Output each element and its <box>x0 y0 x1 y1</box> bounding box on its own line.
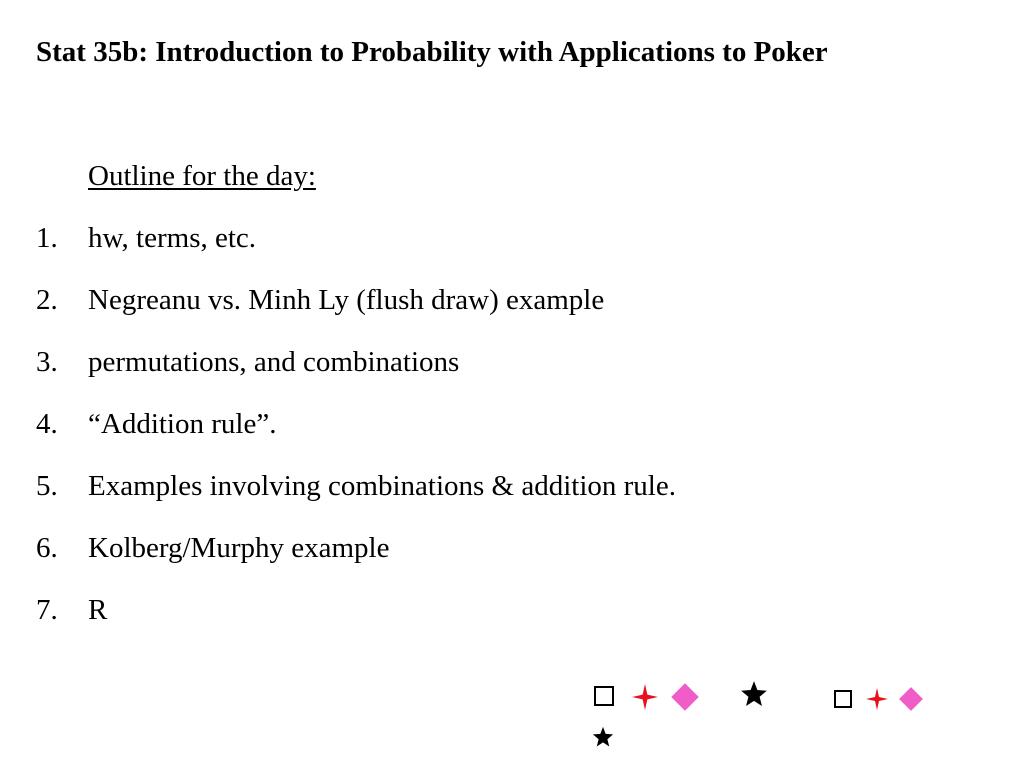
list-item-number: 6. <box>36 532 58 564</box>
four-point-star-icon <box>866 688 888 710</box>
outline-heading: Outline for the day: <box>88 160 316 192</box>
list-item-text: Negreanu vs. Minh Ly (flush draw) example <box>88 284 605 316</box>
list-item-text: Examples involving combinations & addition rule. <box>88 470 676 502</box>
list-item-number: 5. <box>36 470 58 502</box>
four-point-star-icon <box>632 684 658 710</box>
list-item-number: 3. <box>36 346 58 378</box>
square-outline-icon <box>594 686 614 706</box>
list-item-text: hw, terms, etc. <box>88 222 257 254</box>
list-item-text: “Addition rule”. <box>88 408 277 440</box>
diamond-icon <box>670 682 700 712</box>
star-icon <box>740 680 768 708</box>
list-item-text: R <box>88 594 108 626</box>
list-item-text: Kolberg/Murphy example <box>88 532 390 564</box>
slide-title: Stat 35b: Introduction to Probability with Applications to Poker <box>36 36 828 68</box>
list-item-number: 2. <box>36 284 58 316</box>
square-outline-icon <box>834 690 852 708</box>
diamond-icon <box>898 686 924 712</box>
list-item-number: 4. <box>36 408 58 440</box>
star-icon <box>592 726 614 748</box>
list-item-number: 1. <box>36 222 58 254</box>
list-item-number: 7. <box>36 594 58 626</box>
list-item-text: permutations, and combinations <box>88 346 460 378</box>
